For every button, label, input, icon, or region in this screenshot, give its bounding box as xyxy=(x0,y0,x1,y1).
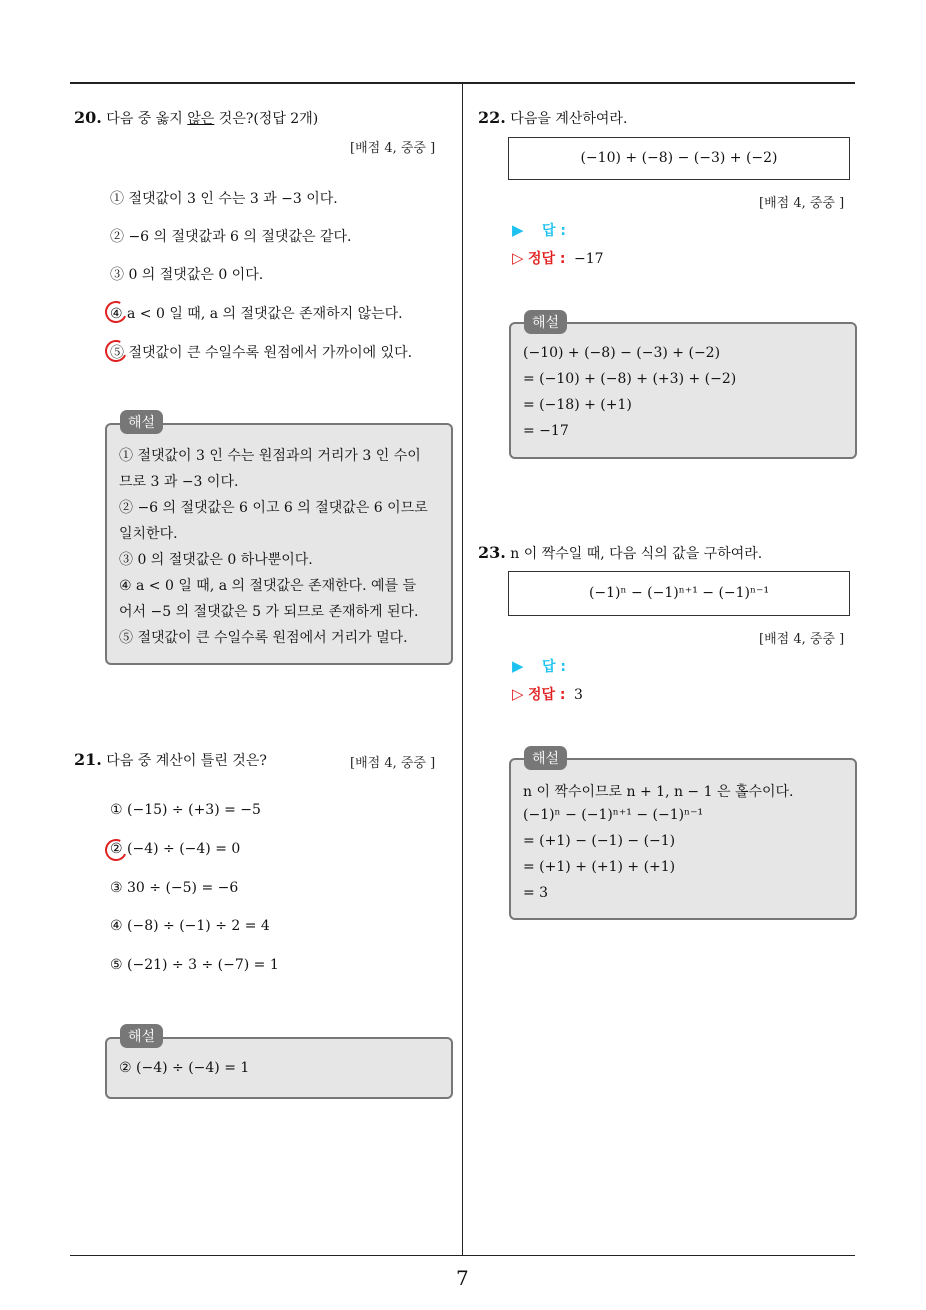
explanation-line: = −17 xyxy=(523,423,569,439)
explanation-line: 일치한다. xyxy=(119,526,178,542)
answer-key-row xyxy=(512,684,583,704)
play-arrow-icon: ▶ xyxy=(512,657,524,675)
answer-key-label: 정답 : xyxy=(528,687,566,703)
explanation-line: ③ 0 의 절댓값은 0 하나뿐이다. xyxy=(119,552,313,568)
explanation-line: ② (−4) ÷ (−4) = 1 xyxy=(119,1060,250,1076)
option-1[interactable]: ① (−15) ÷ (+3) = −5 xyxy=(110,802,261,818)
option-3[interactable]: ③ 30 ÷ (−5) = −6 xyxy=(110,880,239,896)
question-22 xyxy=(478,108,627,128)
option-4[interactable]: ④ a < 0 일 때, a 의 절댓값은 존재하지 않는다. xyxy=(110,306,403,322)
expression: (−1)ⁿ − (−1)ⁿ⁺¹ − (−1)ⁿ⁻¹ xyxy=(588,585,770,601)
explanation-tag: 해설 xyxy=(120,410,163,434)
hollow-arrow-icon: ▷ xyxy=(512,685,524,703)
expression-box xyxy=(508,571,850,616)
option-5[interactable]: ⑤ (−21) ÷ 3 ÷ (−7) = 1 xyxy=(110,957,279,973)
explanation-line: = (−10) + (−8) + (+3) + (−2) xyxy=(523,371,737,387)
option-4[interactable]: ④ (−8) ÷ (−1) ÷ 2 = 4 xyxy=(110,918,270,934)
option-3[interactable]: ③ 0 의 절댓값은 0 이다. xyxy=(110,267,264,283)
bottom-rule xyxy=(70,1255,855,1256)
question-20 xyxy=(74,108,318,128)
explanation-line: ④ a < 0 일 때, a 의 절댓값은 존재한다. 예를 들 xyxy=(119,578,417,594)
question-number: 23. xyxy=(478,543,506,562)
score-label: [배점 4, 중중 ] xyxy=(350,756,436,771)
score-label: [배점 4, 중중 ] xyxy=(759,196,845,211)
score-label: [배점 4, 중중 ] xyxy=(350,141,436,156)
explanation-line: = (+1) − (−1) − (−1) xyxy=(523,833,676,849)
option-1[interactable]: ① 절댓값이 3 인 수는 3 과 −3 이다. xyxy=(110,191,338,207)
question-text xyxy=(106,111,318,127)
question-number: 22. xyxy=(478,108,506,127)
answer-row[interactable] xyxy=(512,656,566,676)
explanation-line: 어서 −5 의 절댓값은 5 가 되므로 존재하게 된다. xyxy=(119,604,419,620)
explanation-line: = (+1) + (+1) + (+1) xyxy=(523,859,676,875)
explanation-line: = (−18) + (+1) xyxy=(523,397,632,413)
option-5[interactable]: ⑤ 절댓값이 큰 수일수록 원점에서 가까이에 있다. xyxy=(110,345,413,361)
explanation-tag: 해설 xyxy=(524,310,567,334)
explanation-line: (−1)ⁿ − (−1)ⁿ⁺¹ − (−1)ⁿ⁻¹ xyxy=(523,807,704,823)
option-2[interactable]: ② −6 의 절댓값과 6 의 절댓값은 같다. xyxy=(110,229,352,245)
question-text-part: 다음 중 옳지 xyxy=(106,111,188,127)
question-text: 다음을 계산하여라. xyxy=(510,111,628,127)
explanation-tag: 해설 xyxy=(524,746,567,770)
column-divider xyxy=(462,84,463,1256)
answer-key-row xyxy=(512,248,604,268)
score-label: [배점 4, 중중 ] xyxy=(759,632,845,647)
question-21 xyxy=(74,750,267,770)
explanation-tag: 해설 xyxy=(120,1024,163,1048)
answer-key-value: 3 xyxy=(573,687,583,703)
question-text: 다음 중 계산이 틀린 것은? xyxy=(106,753,267,769)
explanation-line: ② −6 의 절댓값은 6 이고 6 의 절댓값은 6 이므로 xyxy=(119,500,428,516)
question-text-part: 것은?(정답 2개) xyxy=(214,111,319,127)
answer-key-value: −17 xyxy=(573,251,604,267)
question-23 xyxy=(478,543,762,563)
hollow-arrow-icon: ▷ xyxy=(512,249,524,267)
expression-box xyxy=(508,137,850,180)
explanation-line: n 이 짝수이므로 n + 1, n − 1 은 홀수이다. xyxy=(523,784,794,800)
question-number: 21. xyxy=(74,750,102,769)
answer-label: 답 : xyxy=(542,223,566,239)
explanation-box xyxy=(105,423,453,665)
option-2[interactable]: ② (−4) ÷ (−4) = 0 xyxy=(110,841,241,857)
explanation-line: ⑤ 절댓값이 큰 수일수록 원점에서 거리가 멀다. xyxy=(119,630,408,646)
play-arrow-icon: ▶ xyxy=(512,221,524,239)
explanation-box xyxy=(509,322,857,459)
explanation-line: = 3 xyxy=(523,885,549,901)
question-text: n 이 짝수일 때, 다음 식의 값을 구하여라. xyxy=(510,546,763,562)
explanation-line: (−10) + (−8) − (−3) + (−2) xyxy=(523,345,721,361)
question-text-underlined: 않은 xyxy=(187,111,215,127)
explanation-line: 므로 3 과 −3 이다. xyxy=(119,474,239,490)
answer-key-label: 정답 : xyxy=(528,251,566,267)
answer-label: 답 : xyxy=(542,659,566,675)
question-number: 20. xyxy=(74,108,102,127)
explanation-box xyxy=(509,758,857,920)
page-number: 7 xyxy=(456,1266,469,1290)
expression: (−10) + (−8) − (−3) + (−2) xyxy=(580,150,778,166)
answer-row[interactable] xyxy=(512,220,566,240)
explanation-line: ① 절댓값이 3 인 수는 원점과의 거리가 3 인 수이 xyxy=(119,448,421,464)
